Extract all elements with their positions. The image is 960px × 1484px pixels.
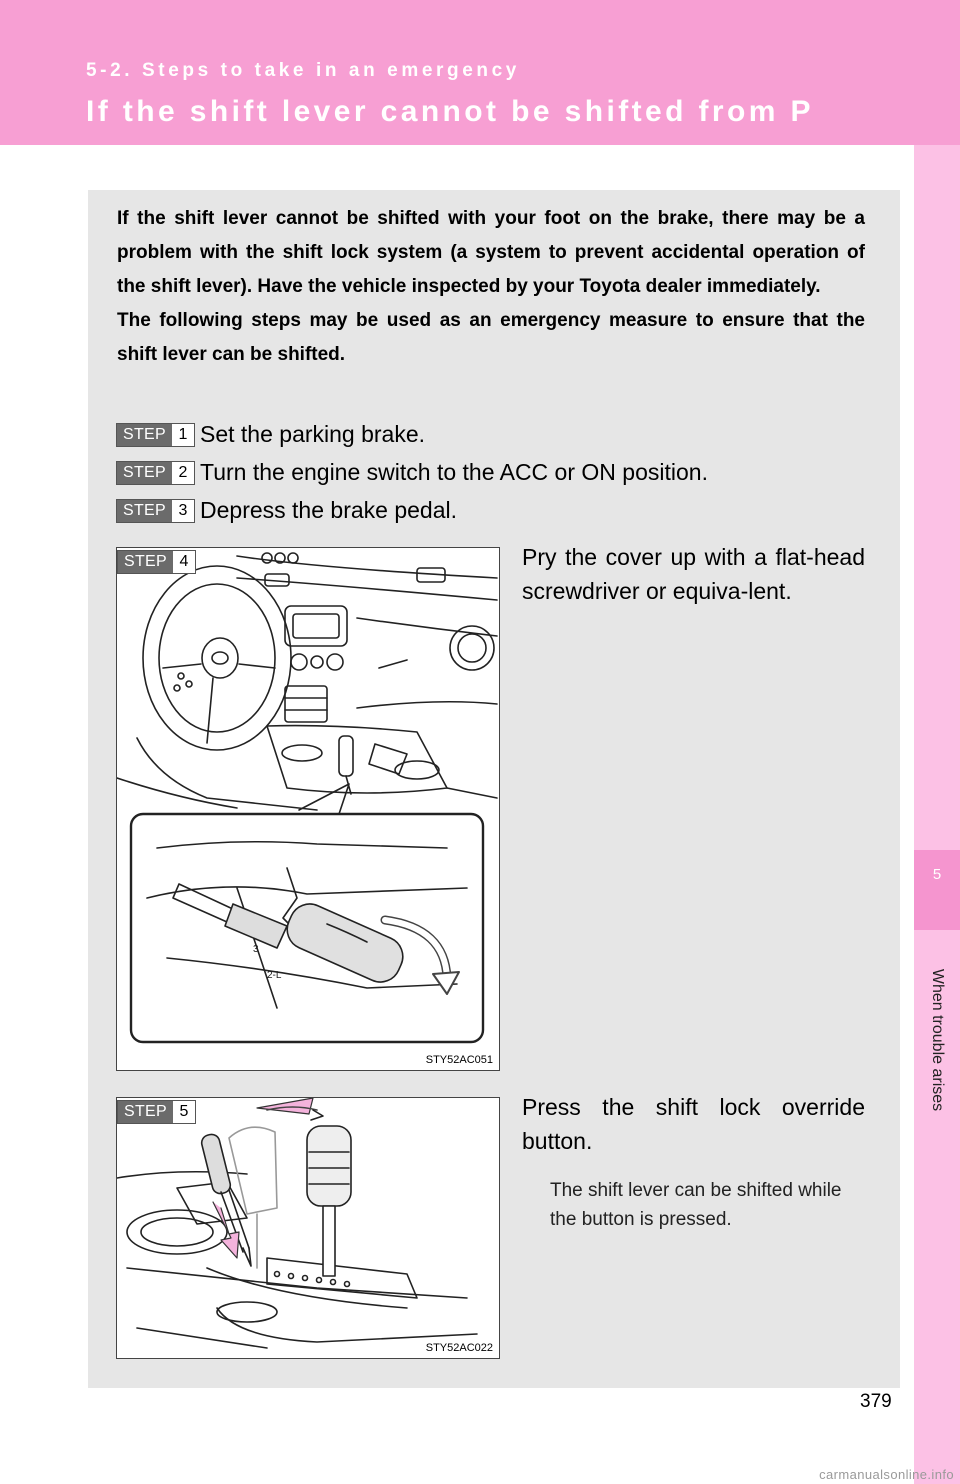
section-label: 5-2. Steps to take in an emergency: [86, 60, 520, 81]
step-3-badge: [116, 499, 195, 523]
chapter-tab-number[interactable]: 5: [914, 850, 960, 930]
step-badge-number: 2: [178, 464, 188, 481]
watermark-text: carmanualsonline.info: [819, 1467, 954, 1482]
intro-paragraph-1: If the shift lever cannot be shifted with your foot on the brake, there may be a problem with the shift lock system (a system to prevent accidental operation of the shift lever). Have the vehicle inspected by your Toyota dealer immediately.: [117, 208, 865, 297]
step-5-text: Press the shift lock override button.: [522, 1094, 865, 1154]
step-badge-number: 3: [178, 502, 188, 519]
step-badge-number: 5: [179, 1103, 189, 1120]
intro-text: [117, 202, 865, 372]
step-4-badge: [117, 550, 196, 574]
step-badge-number: 4: [179, 553, 189, 570]
side-tab-upper: [914, 145, 960, 850]
figure-code: STY52AC051: [425, 1054, 493, 1066]
page-title: If the shift lever cannot be shifted from P: [86, 95, 814, 128]
step-badge-word: STEP: [117, 500, 172, 522]
chapter-tab-label[interactable]: When trouble arises: [929, 968, 946, 1112]
step-3-text: Depress the brake pedal.: [200, 497, 457, 523]
shift-lock-override-drawing: [117, 1098, 500, 1359]
step-5-illustration: [116, 1097, 500, 1359]
dashboard-screwdriver-drawing: [117, 548, 500, 1071]
header-band: [0, 0, 960, 145]
step-4-illustration: [116, 547, 500, 1071]
svg-text:3: 3: [253, 944, 259, 955]
intro-paragraph-2: The following steps may be used as an emergency measure to ensure that the shift lever can be shifted.: [117, 310, 865, 365]
step-2-badge: [116, 461, 195, 485]
svg-text:2-L: 2-L: [267, 970, 282, 981]
step-badge-word: STEP: [117, 462, 172, 484]
step-5-badge: [117, 1100, 196, 1124]
step-badge-word: STEP: [118, 551, 173, 573]
step-1-badge: [116, 423, 195, 447]
step-badge-number: 1: [178, 426, 188, 443]
step-1-text: Set the parking brake.: [200, 421, 426, 447]
step-4-text: Pry the cover up with a flat-head screwdriver or equiva-lent.: [522, 544, 865, 604]
step-2-text: Turn the engine switch to the ACC or ON position.: [200, 459, 708, 485]
figure-code: STY52AC022: [425, 1342, 493, 1354]
page-number: 379: [860, 1391, 892, 1412]
step-5-note: The shift lever can be shifted while the button is pressed.: [550, 1180, 842, 1230]
step-badge-word: STEP: [117, 424, 172, 446]
step-badge-word: STEP: [118, 1101, 173, 1123]
